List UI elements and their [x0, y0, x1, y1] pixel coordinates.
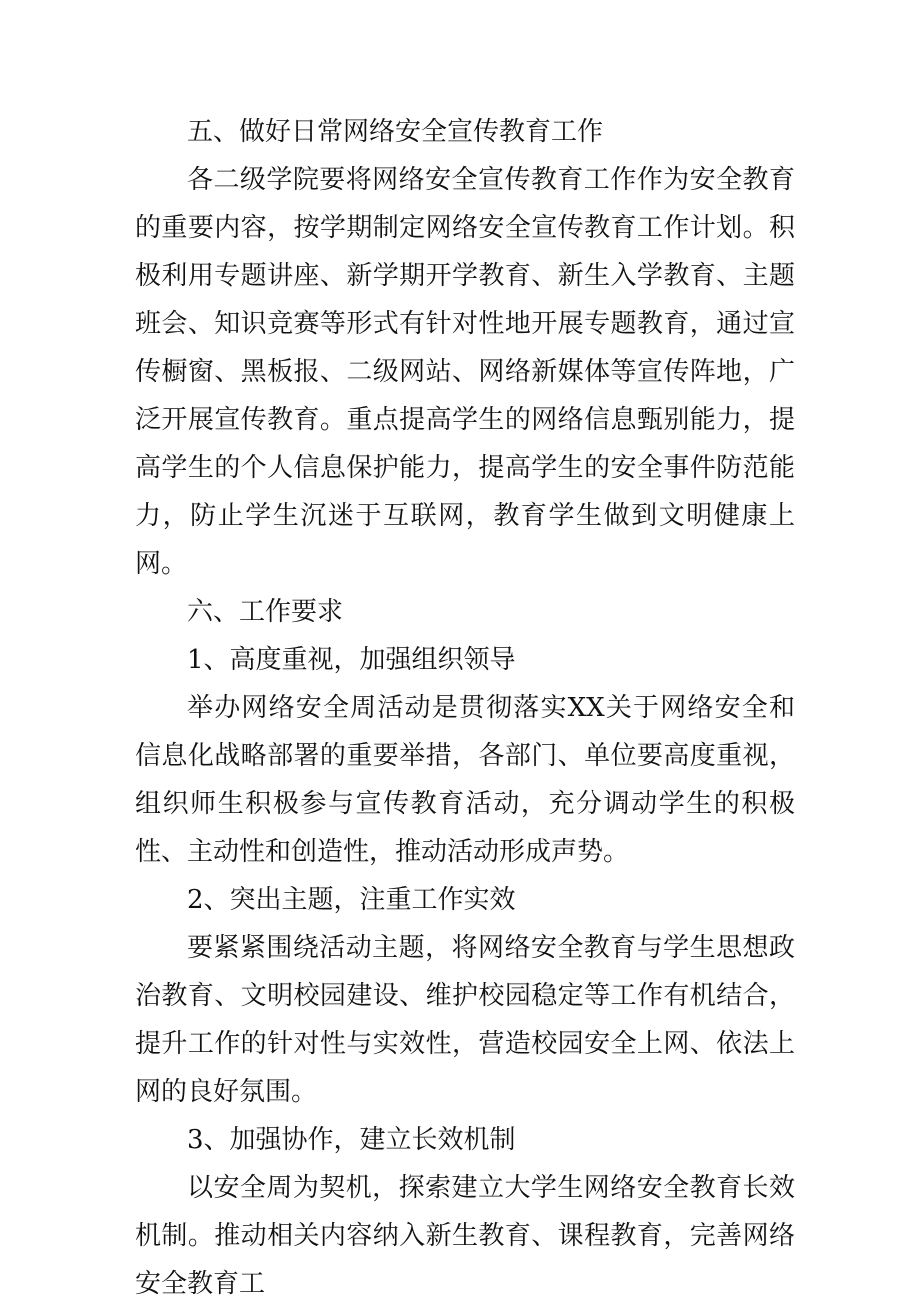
document-body: [135, 108, 795, 1308]
body-paragraph: 要紧紧围绕活动主题，将网络安全教育与学生思想政治教育、文明校园建设、维护校园稳定等工作有机结合，提升工作的针对性与实效性，营造校园安全上网、依法上网的良好氛围。: [135, 933, 795, 1107]
subheading-2: 2、突出主题，注重工作实效: [187, 885, 516, 915]
body-paragraph: 各二级学院要将网络安全宣传教育工作作为安全教育的重要内容，按学期制定网络安全宣传教育工作计划。积极利用专题讲座、新学期开学教育、新生入学教育、主题班会、知识竞赛等形式有针对性地开展专题教育，通过宣传橱窗、黑板报、二级网站、网络新媒体等宣传阵地，广泛开展宣传教育。重点提高学生的网络信息甄别能力，提高学生的个人信息保护能力，提高学生的安全事件防范能力，防止学生沉迷于互联网，教育学生做到文明健康上网。: [135, 165, 795, 579]
subheading-1: 1、高度重视，加强组织领导: [187, 645, 516, 675]
body-paragraph: 举办网络安全周活动是贯彻落实XX关于网络安全和信息化战略部署的重要举措，各部门、单位要高度重视，组织师生积极参与宣传教育活动，充分调动学生的积极性、主动性和创造性，推动活动形成声势。: [135, 693, 795, 867]
body-paragraph: 以安全周为契机，探索建立大学生网络安全教育长效机制。推动相关内容纳入新生教育、课程教育，完善网络安全教育工: [135, 1173, 795, 1299]
subheading-3: 3、加强协作，建立长效机制: [187, 1125, 516, 1155]
section-heading-5: 五、做好日常网络安全宣传教育工作: [187, 117, 604, 147]
section-heading-6: 六、工作要求: [187, 597, 344, 627]
